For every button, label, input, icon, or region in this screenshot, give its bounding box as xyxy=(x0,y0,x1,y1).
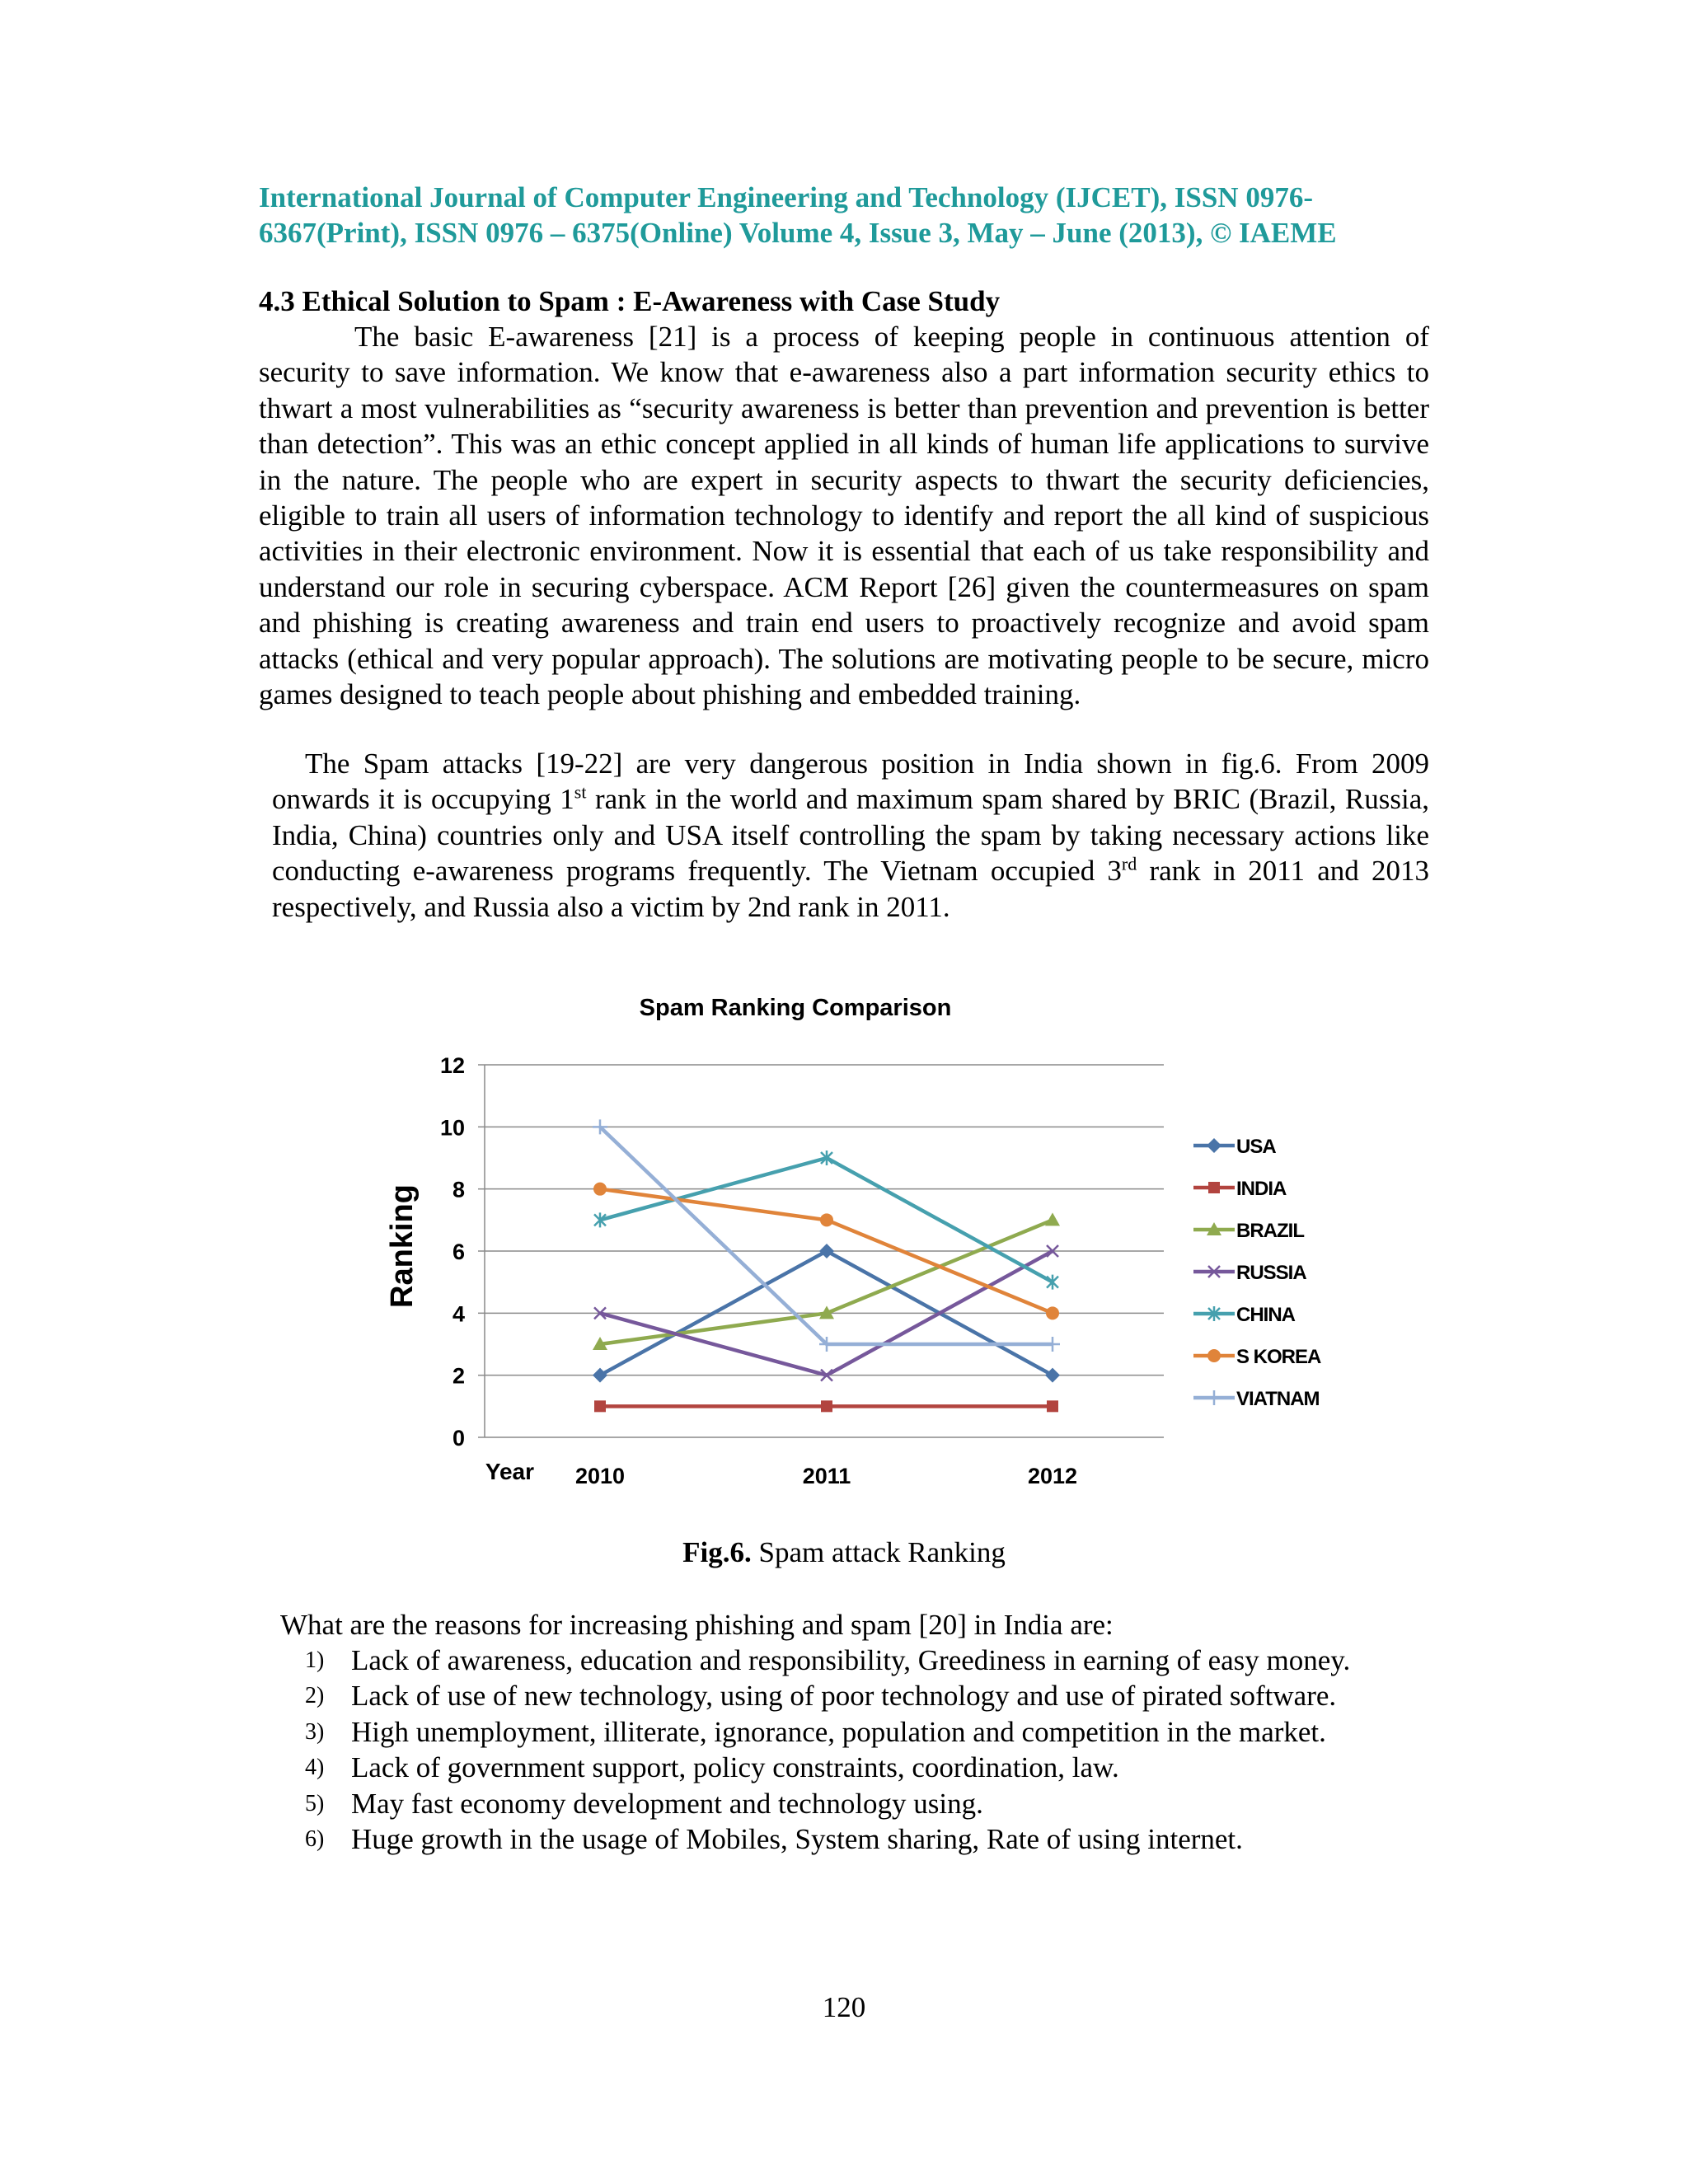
data-point-square xyxy=(594,1400,606,1412)
figure-caption-text: Spam attack Ranking xyxy=(751,1536,1006,1568)
list-item-number: 3) xyxy=(305,1718,325,1745)
data-point-star xyxy=(1047,1275,1058,1290)
data-point-circle xyxy=(820,1213,833,1226)
data-point-circle xyxy=(593,1183,607,1196)
journal-header-line2: 6367(Print), ISSN 0976 – 6375(Online) Volume 4, Issue 3, May – June (2013), © IAEME xyxy=(259,217,1337,249)
y-tick-label: 10 xyxy=(439,1115,465,1141)
list-item-number: 1) xyxy=(305,1647,325,1673)
list-item xyxy=(280,1678,1434,1713)
y-tick-label: 2 xyxy=(452,1363,465,1389)
list-item-text: High unemployment, illiterate, ignorance, population and competition in the market. xyxy=(351,1715,1326,1748)
section-title: 4.3 Ethical Solution to Spam : E-Awareness with Case Study xyxy=(259,285,1001,317)
list-item-text: May fast economy development and technology using. xyxy=(351,1787,983,1820)
y-tick-label: 8 xyxy=(452,1177,465,1202)
list-item-text: Huge growth in the usage of Mobiles, System sharing, Rate of using internet. xyxy=(351,1823,1243,1856)
data-point-plus xyxy=(1207,1390,1221,1405)
list-item-number: 6) xyxy=(305,1826,325,1853)
spam-ranking-chart xyxy=(363,981,1368,1525)
paragraph-e-awareness: The basic E-awareness [21] is a process of keeping people in continuous attention of security to save information. We know that e-awareness also a part information security ethics to thwart a most vulnerabilities as “security awareness is better than prevention and prevention is better than detection”. This was an ethic concept applied in all kinds of human life applications to survive in the nature. The people who are expert in security aspects to thwart the security deficiencies, eligible to train all users of information technology to identify and report the all kind of suspicious activities in their electronic environment. Now it is essential that each of us take responsibility and understand our role in securing cyberspace. ACM Report [26] given the countermeasures on spam and phishing is creating awareness and train end users to proactively recognize and avoid spam attacks (ethical and very popular approach). The solutions are motivating people to be secure, micro games designed to teach people about phishing and embedded training. xyxy=(259,321,1429,711)
chart-svg xyxy=(363,981,1368,1525)
list-item xyxy=(280,1821,1434,1857)
figure-caption xyxy=(0,1535,1688,1570)
y-tick-label: 0 xyxy=(452,1426,465,1451)
list-item-number: 4) xyxy=(305,1755,325,1781)
y-tick-label: 6 xyxy=(452,1240,465,1264)
reasons-list xyxy=(280,1643,1434,1857)
legend-label: USA xyxy=(1236,1136,1276,1158)
list-item xyxy=(280,1643,1434,1678)
x-tick-label: 2012 xyxy=(1027,1464,1078,1488)
list-item xyxy=(280,1750,1434,1785)
legend-label: INDIA xyxy=(1236,1178,1287,1200)
list-item xyxy=(280,1786,1434,1821)
journal-header xyxy=(259,180,1429,251)
chart-title: Spam Ranking Comparison xyxy=(639,995,952,1021)
list-item-number: 2) xyxy=(305,1683,325,1709)
page-number: 120 xyxy=(822,1991,866,2023)
paragraph-spam-part1: The Spam attacks [19-22] are very dangerous position in India shown in fig.6. From 2009 onwards it is occupying 1 xyxy=(272,748,1429,816)
paragraph-spam-part2: rank in the world and maximum spam shared by BRIC (Brazil, Russia, India, China) countries only and USA itself controlling the spam by taking necessary actions like conducting e-awareness programs frequently. The Vietnam occupied 3 xyxy=(272,783,1429,888)
data-point-square xyxy=(1047,1400,1058,1412)
data-point-circle xyxy=(1046,1306,1059,1319)
y-tick-label: 4 xyxy=(452,1301,465,1327)
legend-label: VIATNAM xyxy=(1236,1388,1320,1410)
y-tick-label: 12 xyxy=(439,1053,465,1078)
legend-label: S KOREA xyxy=(1236,1346,1321,1368)
data-point-diamond xyxy=(593,1368,607,1383)
data-point-plus xyxy=(1045,1337,1060,1352)
list-item-text: Lack of government support, policy constraints, coordination, law. xyxy=(351,1751,1119,1784)
x-tick-label: 2011 xyxy=(802,1464,851,1488)
list-item-number: 5) xyxy=(305,1790,325,1816)
paragraph-spam-part3: rank in 2011 and 2013 respectively, and Russia also a victim by 2nd rank in 2011. xyxy=(272,855,1429,923)
data-point-square xyxy=(821,1400,832,1412)
data-point-diamond xyxy=(819,1244,834,1258)
series-line-brazil xyxy=(600,1220,1053,1344)
x-tick-label: 2010 xyxy=(574,1464,626,1488)
superscript-st: st xyxy=(574,781,587,803)
legend-label: CHINA xyxy=(1236,1304,1295,1326)
reasons-intro: What are the reasons for increasing phishing and spam [20] in India are: xyxy=(280,1609,1114,1641)
list-item-text: Lack of use of new technology, using of poor technology and use of pirated software. xyxy=(351,1680,1337,1713)
journal-header-line1: International Journal of Computer Engineering and Technology (IJCET), ISSN 0976- xyxy=(259,181,1313,213)
figure-caption-label: Fig.6. xyxy=(682,1536,752,1568)
paragraph-spam-attacks xyxy=(272,746,1429,925)
chart-y-axis-label: Ranking xyxy=(385,1184,420,1308)
data-point-circle xyxy=(1207,1349,1221,1362)
data-point-triangle xyxy=(1045,1212,1060,1226)
data-point-square xyxy=(1208,1182,1220,1193)
legend-label: RUSSIA xyxy=(1236,1262,1306,1284)
list-item-text: Lack of awareness, education and responsibility, Greediness in earning of easy money. xyxy=(351,1644,1351,1676)
superscript-rd: rd xyxy=(1121,853,1137,874)
list-item xyxy=(280,1714,1434,1750)
chart-x-axis-label: Year xyxy=(485,1459,534,1484)
data-point-diamond xyxy=(1207,1138,1221,1153)
data-point-diamond xyxy=(1045,1368,1060,1383)
legend-label: BRAZIL xyxy=(1236,1220,1304,1242)
